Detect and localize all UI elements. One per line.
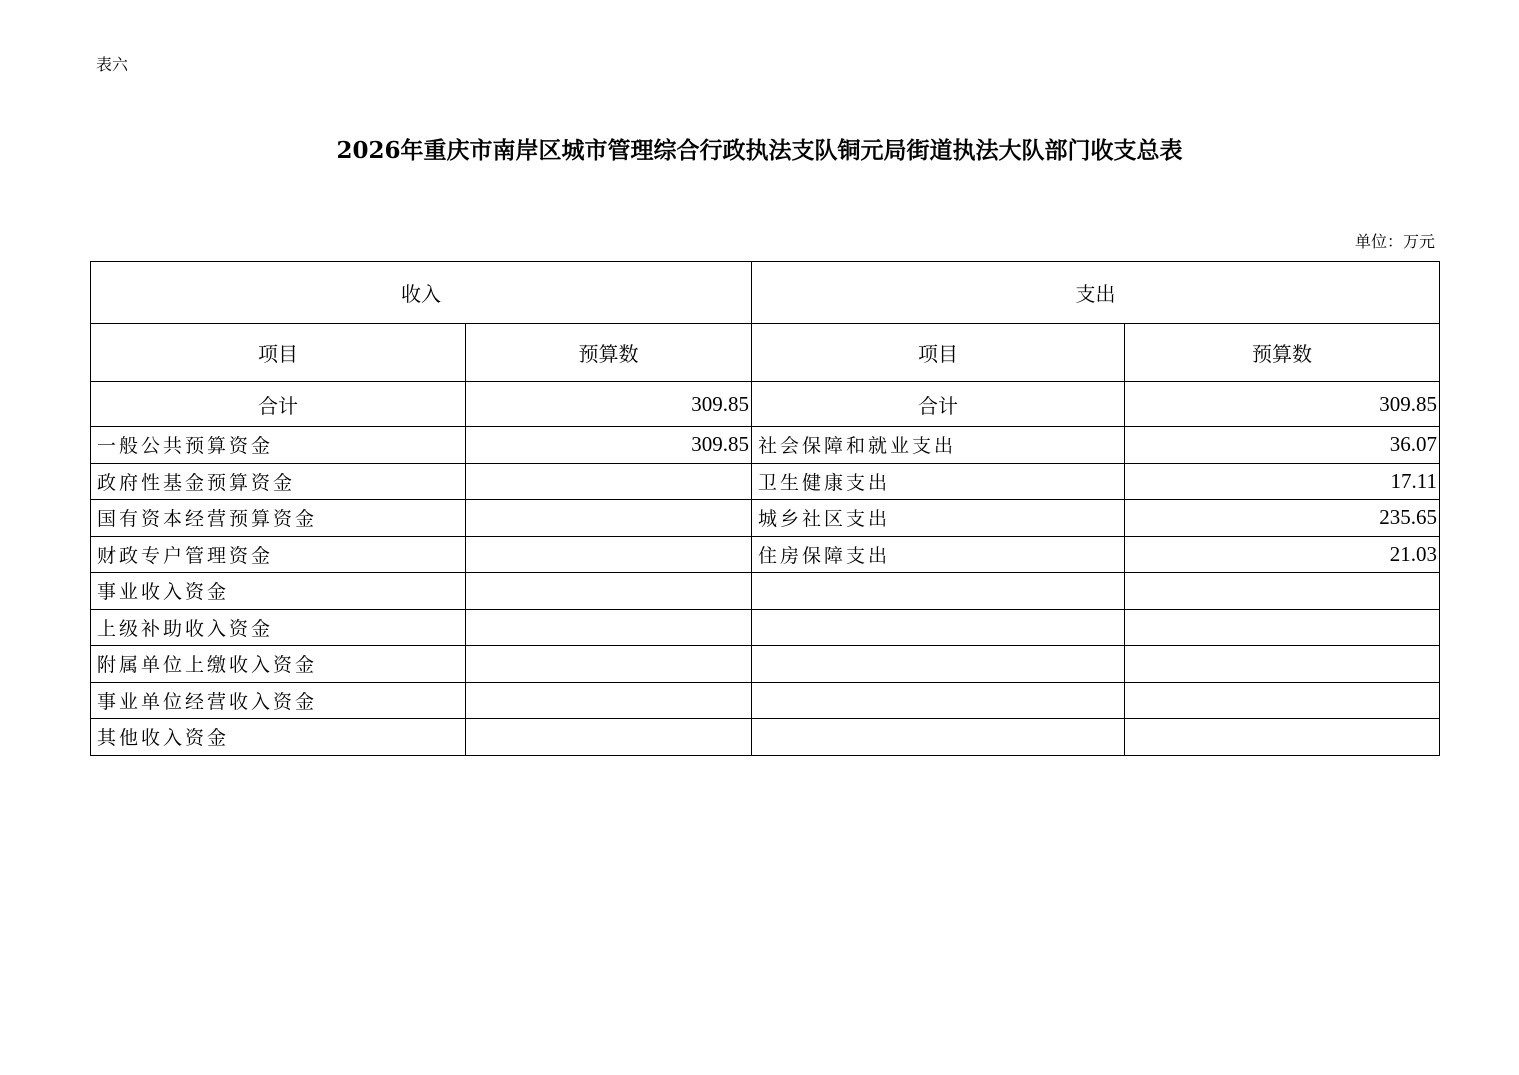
- page-title: 2026年重庆市南岸区城市管理综合行政执法支队铜元局街道执法大队部门收支总表: [336, 137, 1183, 164]
- expense-item-header: 项目: [752, 324, 1125, 382]
- expense-value: [1125, 682, 1440, 719]
- expense-item: [752, 682, 1125, 719]
- table-row: [91, 536, 1440, 573]
- income-value: [466, 719, 752, 756]
- expense-total-value: 309.85: [1125, 382, 1440, 427]
- expense-total-label: 合计: [752, 382, 1125, 427]
- income-value: [466, 573, 752, 610]
- income-item-header: 项目: [91, 324, 466, 382]
- income-total-value: 309.85: [466, 382, 752, 427]
- table-row: [91, 609, 1440, 646]
- income-item: 国有资本经营预算资金: [91, 500, 466, 537]
- expense-value: 235.65: [1125, 500, 1440, 537]
- expense-value: [1125, 573, 1440, 610]
- expense-item: 城乡社区支出: [752, 500, 1125, 537]
- income-total-label: 合计: [91, 382, 466, 427]
- expense-item: [752, 609, 1125, 646]
- income-value: [466, 536, 752, 573]
- expense-section-header: 支出: [752, 262, 1440, 324]
- income-value: [466, 646, 752, 683]
- table-row: [91, 573, 1440, 610]
- income-value: [466, 463, 752, 500]
- expense-item: 卫生健康支出: [752, 463, 1125, 500]
- table-row: [91, 646, 1440, 683]
- table-row: [91, 427, 1440, 464]
- income-item: 附属单位上缴收入资金: [91, 646, 466, 683]
- table-number-label: 表六: [96, 55, 129, 74]
- table-row: [91, 719, 1440, 756]
- income-item: 事业收入资金: [91, 573, 466, 610]
- income-item: 政府性基金预算资金: [91, 463, 466, 500]
- table-row: [91, 682, 1440, 719]
- expense-value: 36.07: [1125, 427, 1440, 464]
- income-item: 一般公共预算资金: [91, 427, 466, 464]
- income-section-header: 收入: [91, 262, 752, 324]
- expense-item: [752, 646, 1125, 683]
- income-value: 309.85: [466, 427, 752, 464]
- income-item: 上级补助收入资金: [91, 609, 466, 646]
- income-value: [466, 682, 752, 719]
- income-value: [466, 609, 752, 646]
- income-item: 事业单位经营收入资金: [91, 682, 466, 719]
- expense-item: [752, 573, 1125, 610]
- expense-value: [1125, 609, 1440, 646]
- expense-value: 21.03: [1125, 536, 1440, 573]
- income-item: 其他收入资金: [91, 719, 466, 756]
- total-row: [91, 382, 1440, 427]
- budget-summary-table: [90, 261, 1440, 756]
- table-row: [91, 500, 1440, 537]
- expense-value: [1125, 646, 1440, 683]
- table-row: [91, 463, 1440, 500]
- income-budget-header: 预算数: [466, 324, 752, 382]
- expense-value: [1125, 719, 1440, 756]
- expense-budget-header: 预算数: [1125, 324, 1440, 382]
- expense-value: 17.11: [1125, 463, 1440, 500]
- income-item: 财政专户管理资金: [91, 536, 466, 573]
- unit-label: 单位：万元: [1354, 232, 1435, 251]
- table-section-header-row: [91, 262, 1440, 324]
- expense-item: 社会保障和就业支出: [752, 427, 1125, 464]
- table-column-header-row: [91, 324, 1440, 382]
- expense-item: 住房保障支出: [752, 536, 1125, 573]
- expense-item: [752, 719, 1125, 756]
- income-value: [466, 500, 752, 537]
